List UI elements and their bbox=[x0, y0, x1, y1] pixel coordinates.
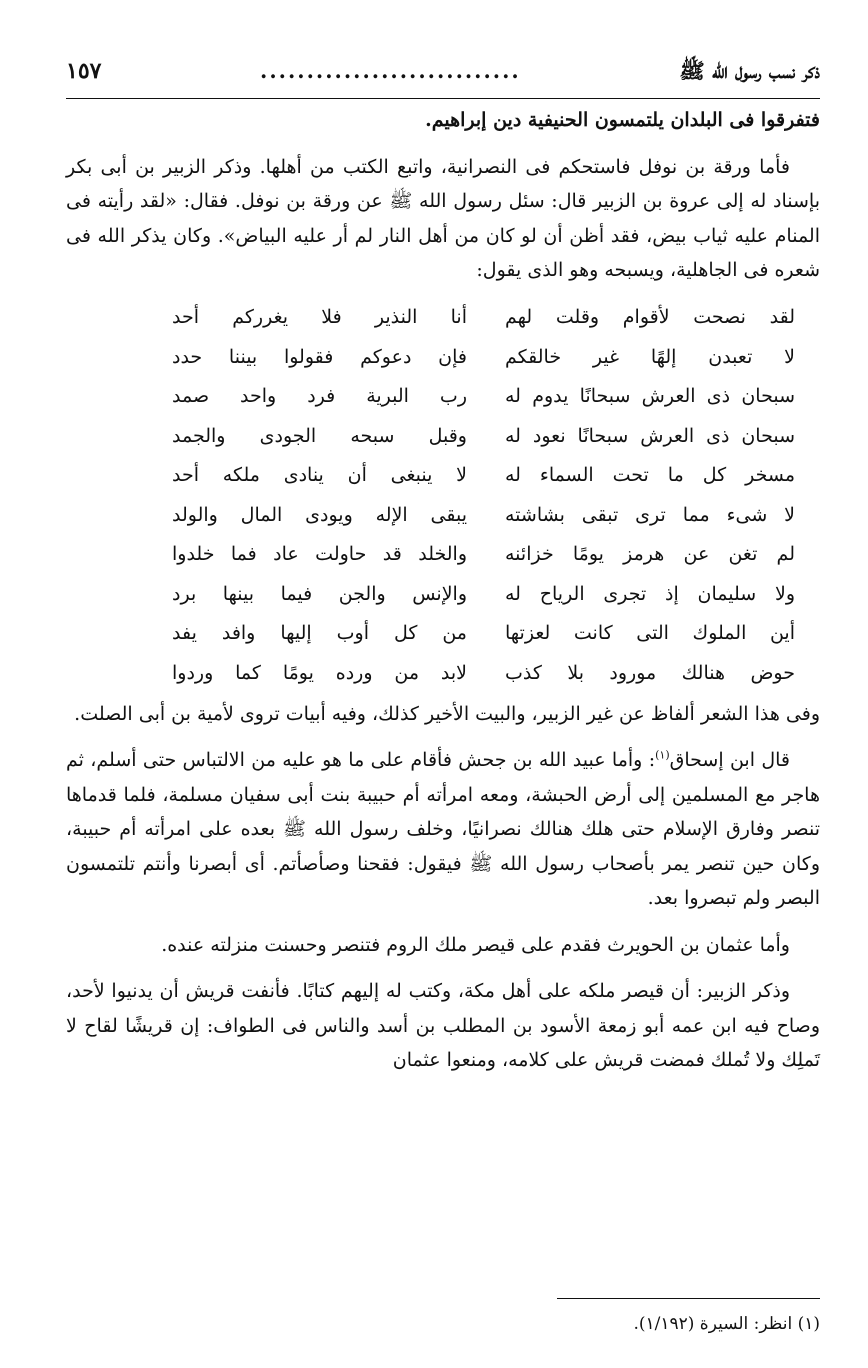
second-hemistich: لا ينبغى أن ينادى ملكه أحد bbox=[172, 464, 467, 486]
paragraph: وذكر الزبير: أن قيصر ملكه على أهل مكة، وكتب له إليهم كتابًا. فأنفت قريش أن يدنيوا لأحد، وصاح فيه ابن عمه أبو زمعة الأسود بن المطلب بن أسد والناس فى الطواف: إن قريشًا لقاح لا تَملِك ولا تُملك فمضت قريش على كلامه، ومنعوا عثمان bbox=[66, 980, 820, 1071]
footnote-divider bbox=[557, 1298, 820, 1299]
running-header bbox=[66, 58, 820, 99]
first-hemistich: ولا سليمان إذ تجرى الرياح له bbox=[505, 582, 795, 605]
first-hemistich: مسخر كل ما تحت السماء له bbox=[505, 464, 795, 486]
poem-verse bbox=[66, 298, 820, 338]
second-hemistich: يبقى الإله ويودى المال والولد bbox=[172, 503, 467, 526]
poem-verse bbox=[66, 574, 820, 614]
second-hemistich: وقبل سبحه الجودى والجمد bbox=[172, 424, 467, 447]
second-hemistich: والخلد قد حاولت عاد فما خلدوا bbox=[172, 543, 467, 565]
page bbox=[66, 58, 820, 1078]
poem-verse bbox=[66, 535, 820, 575]
first-hemistich: لا تعبدن إلهًا غير خالقكم bbox=[505, 345, 795, 368]
second-hemistich: فإن دعوكم فقولوا بيننا حدد bbox=[172, 345, 467, 368]
chapter-title: ذكر نسب رسول الله ﷺ bbox=[679, 58, 820, 83]
poem-verse bbox=[66, 614, 820, 654]
second-hemistich: لابد من ورده يومًا كما وردوا bbox=[172, 661, 467, 684]
first-hemistich: سبحان ذى العرش سبحانًا يدوم له bbox=[505, 385, 795, 407]
paragraph: فتفرقوا فى البلدان يلتمسون الحنيفية دين إبراهيم. bbox=[425, 109, 820, 131]
main-text bbox=[66, 103, 820, 1078]
ibn-ishaq-text: : وأما عبيد الله بن جحش فأقام على ما هو عليه من الالتباس حتى أسلم، ثم هاجر مع المسلمين إلى أرض الحبشة، ومعه امرأته أم حبيبة بنت أبى سفيان مسلمة، فلما قدماها تنصر وفارق الإسلام حتى هلك هنالك نصرانيًا، وخلف رسول الله ﷺ بعده على امرأته أم حبيبة، وكان حين تنصر يمر بأصحاب رسول الله ﷺ فيقول: فقحنا وصأصأتم. أى أبصرنا وأنتم تلتمسون البصر ولم تبصروا بعد. bbox=[66, 749, 820, 909]
first-hemistich: حوض هنالك مورود بلا كذب bbox=[505, 661, 795, 684]
poem-verse bbox=[66, 495, 820, 535]
poem-verse bbox=[66, 377, 820, 417]
first-hemistich: لم تغن عن هرمز يومًا خزائنه bbox=[505, 543, 795, 565]
ibn-ishaq-lead: قال ابن إسحاق bbox=[669, 749, 791, 771]
first-hemistich: لا شىء مما ترى تبقى بشاشته bbox=[505, 503, 795, 526]
poem bbox=[66, 298, 820, 693]
first-hemistich: سبحان ذى العرش سبحانًا نعود له bbox=[505, 424, 795, 447]
paragraph: فأما ورقة بن نوفل فاستحكم فى النصرانية، واتبع الكتب من أهلها. وذكر الزبير بن أبى بكر بإسناد له إلى عروة بن الزبير قال: سئل رسول الله ﷺ عن ورقة بن نوفل. فقال: «لقد رأيته فى المنام عليه ثياب بيض، فقد أظن أن لو كان من أهل النار لم أر عليه البياض». وكان يذكر الله فى شعره فى الجاهلية، ويسبحه وهو الذى يقول: bbox=[66, 155, 820, 281]
second-hemistich: والإنس والجن فيما بينها برد bbox=[172, 582, 467, 605]
second-hemistich: رب البرية فرد واحد صمد bbox=[172, 385, 467, 407]
poem-verse bbox=[66, 416, 820, 456]
paragraph: وأما عثمان بن الحويرث فقدم على قيصر ملك الروم فتنصر وحسنت منزلته عنده. bbox=[161, 933, 790, 956]
page-number: ١٥٧ bbox=[66, 58, 102, 84]
footnote: (١) انظر: السيرة (١/١٩٢). bbox=[633, 1314, 820, 1334]
second-hemistich: من كل أوب إليها وافد يفد bbox=[172, 622, 467, 644]
first-hemistich: أين الملوك التى كانت لعزتها bbox=[505, 622, 795, 644]
poem-verse bbox=[66, 456, 820, 496]
first-hemistich: لقد نصحت لأقوام وقلت لهم bbox=[505, 306, 795, 328]
paragraph: وفى هذا الشعر ألفاظ عن غير الزبير، والبيت الأخير كذلك، وفيه أبيات تروى لأمية بن أبى الصلت. bbox=[74, 702, 820, 725]
poem-verse bbox=[66, 653, 820, 693]
second-hemistich: أنا النذير فلا يغرركم أحد bbox=[172, 306, 467, 328]
poem-verse bbox=[66, 337, 820, 377]
leader-dots: ............................ bbox=[260, 58, 521, 83]
footnote-marker[interactable]: (١) bbox=[655, 748, 670, 762]
ibn-ishaq-paragraph bbox=[66, 743, 820, 916]
